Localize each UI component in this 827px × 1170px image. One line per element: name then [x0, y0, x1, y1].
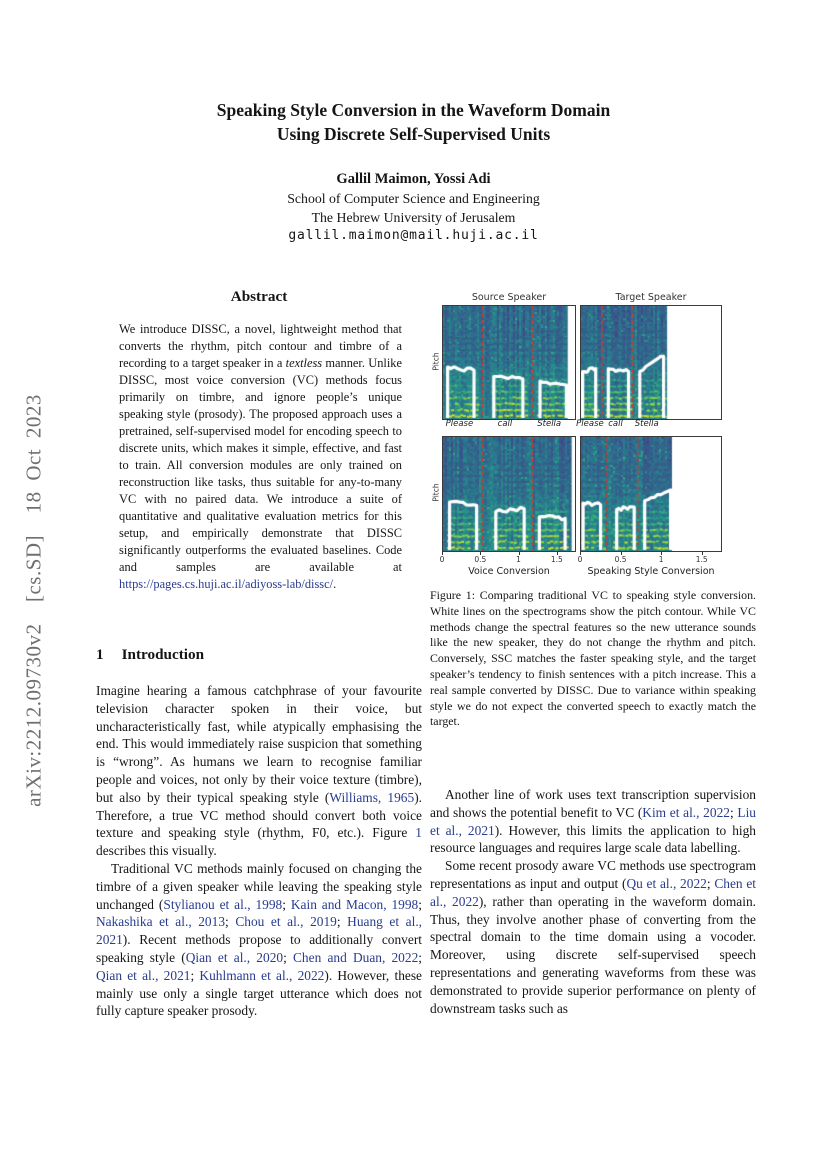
word-label-call: call: [497, 419, 513, 429]
text-run: manner. Unlike DISSC, most voice conversion (VC) methods focus primarily on timbre, and ignore people’s unique speaking style (prosody). The proposed approach uses a pretrained, self-supervised model for encoding speech to discrete units, which makes it simple, effective, and fast to train. All conversion modules are only trained on reconstruction like tasks, thus suitable for any-to-many VC with no paired data. We introduce a suite of quantitative and qualitative evaluation metrics for this setup, and empirically demonstrate that DISSC significantly outperforms the evaluated baselines. Code and samples are available at: [119, 356, 402, 574]
text-run: Some recent prosody aware VC methods use spectrogram representations as input and output (: [430, 858, 756, 891]
citation-link[interactable]: Huang et al., 2021: [96, 914, 423, 948]
right-paragraph-2: [430, 857, 756, 1017]
ylabel-pitch-row1: Pitch: [431, 351, 441, 371]
citation-link[interactable]: Qu et al., 2022: [626, 875, 707, 891]
panel-title-source: Source Speaker: [471, 292, 547, 303]
affiliation-line1: School of Computer Science and Engineering: [287, 191, 540, 206]
left-column-body: [96, 682, 422, 1020]
citation-link[interactable]: Stylianou et al., 1998: [163, 896, 283, 912]
citation-link[interactable]: Qian et al., 2021: [96, 967, 191, 983]
text-run: ;: [418, 949, 422, 965]
citation-link[interactable]: Kim et al., 2022: [642, 804, 730, 820]
x-tick-label: 0: [439, 555, 445, 564]
figure-1-spectrograms: [430, 292, 726, 584]
text-run: ;: [706, 875, 715, 891]
citation-link[interactable]: Chen et al., 2022: [430, 875, 756, 909]
right-paragraph-1: [430, 786, 756, 857]
intro-paragraph-1: [96, 682, 422, 860]
x-tick-label: 1: [516, 555, 521, 564]
text-run: .: [333, 577, 337, 591]
spectrogram-canvas-source: [443, 306, 575, 419]
x-tick-label: 0.5: [614, 555, 627, 564]
spectrogram-panel-vc: [442, 436, 576, 552]
spectrogram-canvas-ssc: [581, 437, 721, 551]
text-run: ). Therefore, a true VC method should convert both voice texture and speaking style (rhythm, F0, etc.). Figure: [96, 789, 422, 841]
section-title: Introduction: [121, 646, 205, 663]
x-tick-label: 1: [658, 555, 664, 564]
text-run: ). However, these mainly use only a single target utterance which does not fully capture speaker prosody.: [96, 967, 422, 1019]
spectrogram-canvas-vc: [443, 437, 575, 551]
text-run: textless: [285, 356, 323, 370]
citation-link[interactable]: Liu et al., 2021: [430, 804, 756, 838]
word-label-call: call: [608, 419, 623, 429]
ylabel-pitch-row2: Pitch: [431, 483, 441, 502]
text-run: ). Recent methods propose to additionally convert speaking style (: [96, 932, 422, 965]
author-email[interactable]: gallil.maimon@mail.huji.ac.il: [288, 228, 539, 243]
text-run: ;: [729, 804, 738, 820]
spectrogram-panel-source: [442, 305, 576, 420]
text-run: ;: [190, 967, 200, 983]
x-tick-label: 1.5: [695, 555, 708, 564]
paper-title: [0, 99, 827, 146]
abstract-text: [119, 321, 402, 593]
text-run: ;: [283, 949, 293, 965]
x-tick-label: 0: [577, 555, 583, 564]
paper-title-line2: Using Discrete Self-Supervised Units: [276, 123, 551, 144]
paper-title-line1: Speaking Style Conversion in the Waveform Domain: [216, 100, 611, 120]
citation-link[interactable]: Williams, 1965: [329, 789, 415, 805]
citation-link[interactable]: 1: [415, 825, 422, 841]
spectrogram-canvas-target: [581, 306, 721, 419]
text-run: Figure 1: Comparing traditional VC to speaking style conversion. White lines on the spectrograms show the pitch contour. While VC methods change the spectral features so the new utterance sounds like the new speaker, they do not change the rhythm and pitch. Conversely, SSC matches the faster speaking style, and the target speaker’s tendency to finish sentences with a pitch increase. This a real sample converted by DISSC. Due to variance within speaking style we do not expect the converted speech to exactly match the target.: [430, 588, 756, 729]
word-label-please: Please: [576, 419, 604, 429]
word-label-please: Please: [445, 419, 474, 429]
intro-paragraph-2: [96, 860, 422, 1020]
text-run: ), rather than operating in the waveform domain. Thus, they involve another phase of converting from the spectral domain to the time domain using a vocoder. Moreover, using discrete self-supervised speech representations and generating waveforms from these was demonstrated to provide superior performance on plenty of downstream tasks such as: [430, 893, 756, 1016]
citation-link[interactable]: Chen and Duan, 2022: [293, 949, 419, 965]
arxiv-watermark: arXiv:2212.09730v2 [cs.SD] 18 Oct 2023: [21, 394, 46, 807]
section-heading-introduction: [96, 646, 422, 664]
affiliation-line2: The Hebrew University of Jerusalem: [311, 210, 516, 225]
text-run: ;: [225, 914, 236, 930]
text-run: ;: [336, 914, 348, 930]
citation-link[interactable]: Chou et al., 2019: [235, 914, 337, 930]
citation-link[interactable]: Nakashika et al., 2013: [96, 914, 226, 930]
word-label-stella: Stella: [537, 419, 562, 429]
spectrogram-panel-target: [580, 305, 722, 420]
x-tick-label: 1.5: [550, 555, 563, 564]
citation-link[interactable]: Kain and Macon, 1998: [290, 896, 419, 912]
abstract-heading: Abstract: [230, 288, 288, 305]
figure-1-caption: [430, 588, 756, 730]
xlabel-ssc: Speaking Style Conversion: [587, 566, 715, 577]
text-run: ). However, this limits the application to high resource languages and requires large scale data labelling.: [430, 822, 757, 856]
text-run: Another line of work uses text transcription supervision and shows the potential benefit to VC (: [430, 787, 756, 820]
text-run: ;: [418, 896, 422, 912]
spectrogram-panel-ssc: [580, 436, 722, 552]
text-run: Traditional VC methods mainly focused on changing the timbre of a given speaker while leaving the speaking style unchanged (: [96, 860, 422, 912]
author-names: Gallil Maimon, Yossi Adi: [336, 171, 491, 187]
hyperlink[interactable]: https://pages.cs.huji.ac.il/adiyoss-lab/dissc/: [119, 577, 334, 591]
right-column-body: [430, 786, 756, 1017]
text-run: ;: [282, 896, 291, 912]
text-run: Imagine hearing a famous catchphrase of your favourite television character spoken in their voice, but uncharacteristically fast, while atypically emphasising the end. This would immediately raise suspicion that something is “wrong”. As humans we learn to recognise familiar people and voices, not only by their voice texture (timbre), but also by their typical speaking style (: [96, 683, 422, 805]
x-tick-label: 0.5: [474, 555, 487, 564]
text-run: describes this visually.: [96, 843, 217, 859]
word-label-stella: Stella: [634, 419, 659, 429]
citation-link[interactable]: Qian et al., 2020: [185, 949, 284, 965]
panel-title-target: Target Speaker: [615, 292, 687, 303]
text-run: We introduce DISSC, a novel, lightweight method that converts the rhythm, pitch contour and timbre of a recording to a target speaker in a: [119, 322, 402, 370]
citation-link[interactable]: Kuhlmann et al., 2022: [199, 967, 325, 983]
section-number: 1: [96, 646, 104, 663]
xlabel-vc: Voice Conversion: [468, 566, 550, 577]
